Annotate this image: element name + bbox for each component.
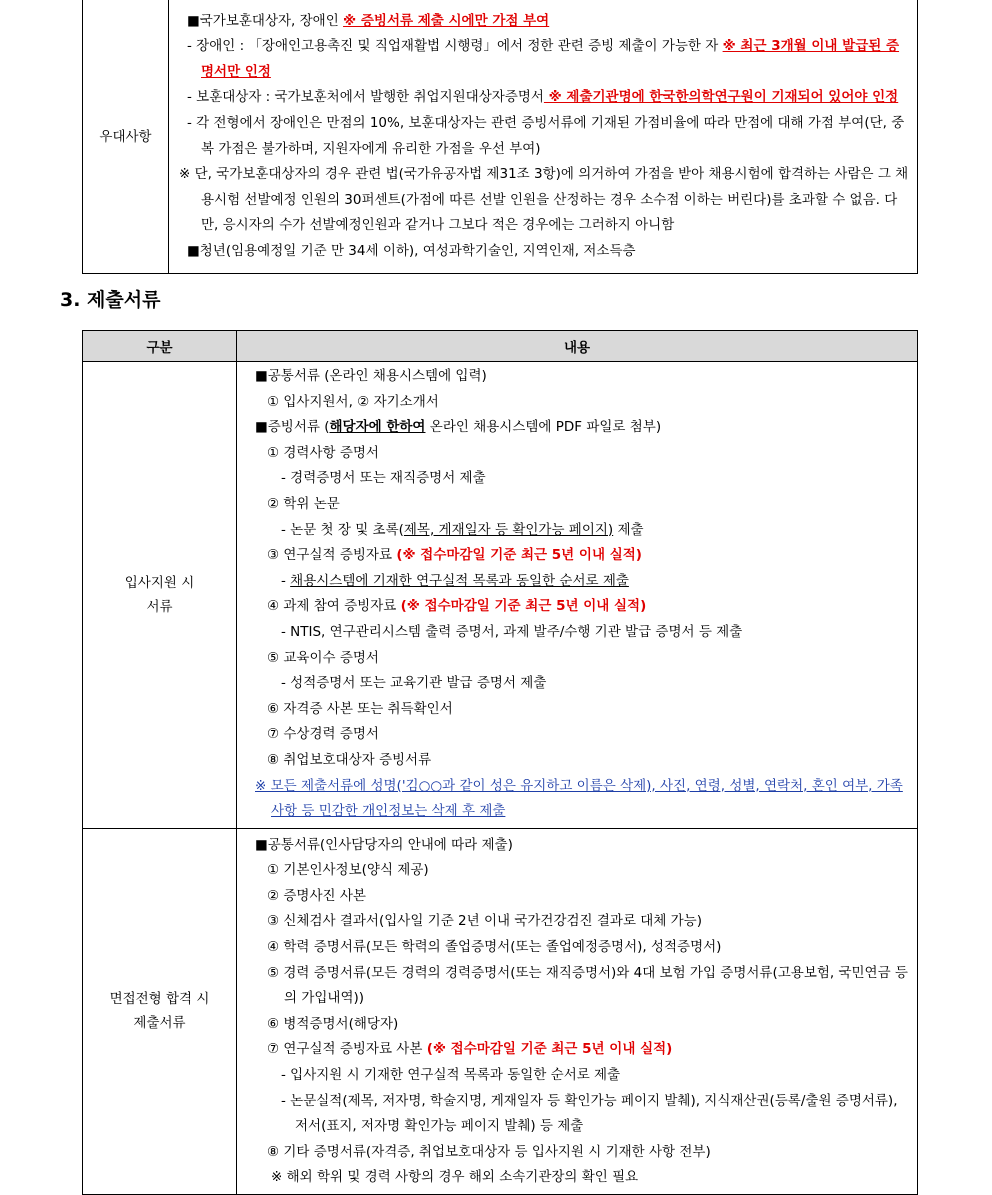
interview-line: ① 기본인사정보(양식 제공): [267, 862, 429, 879]
apply-line: - NTIS, 연구관리시스템 출력 증명서, 과제 발주/수행 기관 발급 증명서 등 제출: [281, 623, 743, 640]
header-content: 내용: [237, 331, 918, 362]
pref-line-2: - 장애인 : 「장애인고용촉진 및 직업재활법 시행령」에서 정한 관련 증빙 제출이 가능한 자 ※ 최근 3개월 이내 발급된 증명서만 인정: [187, 38, 900, 80]
interview-line: ④ 학력 증명서류(모든 학력의 졸업증명서(또는 졸업예정증명서), 성적증명서): [267, 939, 722, 956]
interview-line: ■공통서류(인사담당자의 안내에 따라 제출): [255, 836, 513, 853]
apply-line: ⑦ 수상경력 증명서: [267, 726, 379, 743]
section-title: 3. 제출서류: [60, 289, 161, 311]
interview-line: - 입사지원 시 기재한 연구실적 목록과 동일한 순서로 제출: [281, 1067, 621, 1084]
apply-line: - 성적증명서 또는 교육기관 발급 증명서 제출: [281, 675, 547, 692]
apply-line: ① 입사지원서, ② 자기소개서: [267, 393, 439, 410]
apply-line: ④ 과제 참여 증빙자료 (※ 접수마감일 기준 최근 5년 이내 실적): [267, 598, 647, 615]
interview-line: ② 증명사진 사본: [267, 887, 366, 904]
apply-line: - 논문 첫 장 및 초록(제목, 게재일자 등 확인가능 페이지) 제출: [281, 521, 644, 538]
interview-content: [237, 828, 918, 1194]
interview-line: ⑥ 병적증명서(해당자): [267, 1015, 399, 1032]
header-category: 구분: [83, 331, 237, 362]
interview-line: ⑦ 연구실적 증빙자료 사본 (※ 접수마감일 기준 최근 5년 이내 실적): [267, 1041, 673, 1058]
pref-note: ※ 단, 국가보훈대상자의 경우 관련 법(국가유공자법 제31조 3항)에 의거하여 가점을 받아 채용시험에 합격하는 사람은 그 채용시험 선발예정 인원의 30퍼센트(가점에 따른 선발 인원을 산정하는 경우 소수점 이하는 버린다)를 초과할 수 없음. 다만, 응시자의 수가 선발예정인원과 같거나 그보다 적은 경우에는 그러하지 아니함: [179, 166, 909, 234]
preference-table: [82, 0, 918, 274]
pref-line-1: ■국가보훈대상자, 장애인 ※ 증빙서류 제출 시에만 가점 부여: [187, 12, 550, 29]
interview-line: ⑧ 기타 증명서류(자격증, 취업보호대상자 등 입사지원 시 기재한 사항 전부): [267, 1143, 711, 1160]
preference-label: 우대사항: [83, 0, 169, 274]
apply-label: 입사지원 시 서류: [83, 362, 237, 829]
apply-line: ⑤ 교육이수 증명서: [267, 649, 379, 666]
interview-line: ③ 신체검사 결과서(입사일 기준 2년 이내 국가건강검진 결과로 대체 가능): [267, 913, 702, 930]
apply-line: ⑥ 자격증 사본 또는 취득확인서: [267, 700, 453, 717]
apply-line: ■증빙서류 (해당자에 한하여 온라인 채용시스템에 PDF 파일로 첨부): [255, 419, 662, 436]
pref-line-3: - 보훈대상자 : 국가보훈처에서 발행한 취업지원대상자증명서 ※ 제출기관명에 한국한의학연구원이 기재되어 있어야 인정: [187, 89, 899, 106]
interview-line: - 논문실적(제목, 저자명, 학술지명, 게재일자 등 확인가능 페이지 발췌), 지식재산권(등록/출원 증명서류), 저서(표지, 저자명 확인가능 페이지 발췌) 등 제출: [281, 1092, 898, 1135]
apply-note: ※ 모든 제출서류에 성명('김○○과 같이 성은 유지하고 이름은 삭제), 사진, 연령, 성별, 연락처, 혼인 여부, 가족사항 등 민감한 개인정보는 삭제 후 제출: [255, 777, 903, 820]
pref-line-4: - 각 전형에서 장애인은 만점의 10%, 보훈대상자는 관련 증빙서류에 기재된 가점비율에 따라 만점에 대해 가점 부여(단, 중복 가점은 불가하며, 지원자에게 유리한 가점을 우선 부여): [187, 114, 905, 157]
apply-content: [237, 362, 918, 829]
apply-line: - 경력증명서 또는 재직증명서 제출: [281, 470, 486, 487]
documents-table: [82, 330, 918, 1195]
interview-label: 면접전형 합격 시 제출서류: [83, 828, 237, 1194]
apply-line: ■공통서류 (온라인 채용시스템에 입력): [255, 368, 487, 384]
apply-line: ⑧ 취업보호대상자 증빙서류: [267, 751, 432, 768]
interview-line: ⑤ 경력 증명서류(모든 경력의 경력증명서(또는 재직증명서)와 4대 보험 가입 증명서류(고용보험, 국민연금 등의 가입내역)): [267, 964, 908, 1007]
pref-line-6: ■청년(임용예정일 기준 만 34세 이하), 여성과학기술인, 지역인재, 저소득층: [187, 242, 636, 259]
preference-content: [169, 0, 918, 274]
interview-note: ※ 해외 학위 및 경력 사항의 경우 해외 소속기관장의 확인 필요: [271, 1169, 639, 1186]
apply-line: ③ 연구실적 증빙자료 (※ 접수마감일 기준 최근 5년 이내 실적): [267, 547, 642, 564]
apply-line: ① 경력사항 증명서: [267, 444, 379, 461]
apply-line: ② 학위 논문: [267, 495, 340, 512]
apply-line: - 채용시스템에 기재한 연구실적 목록과 동일한 순서로 제출: [281, 572, 629, 589]
